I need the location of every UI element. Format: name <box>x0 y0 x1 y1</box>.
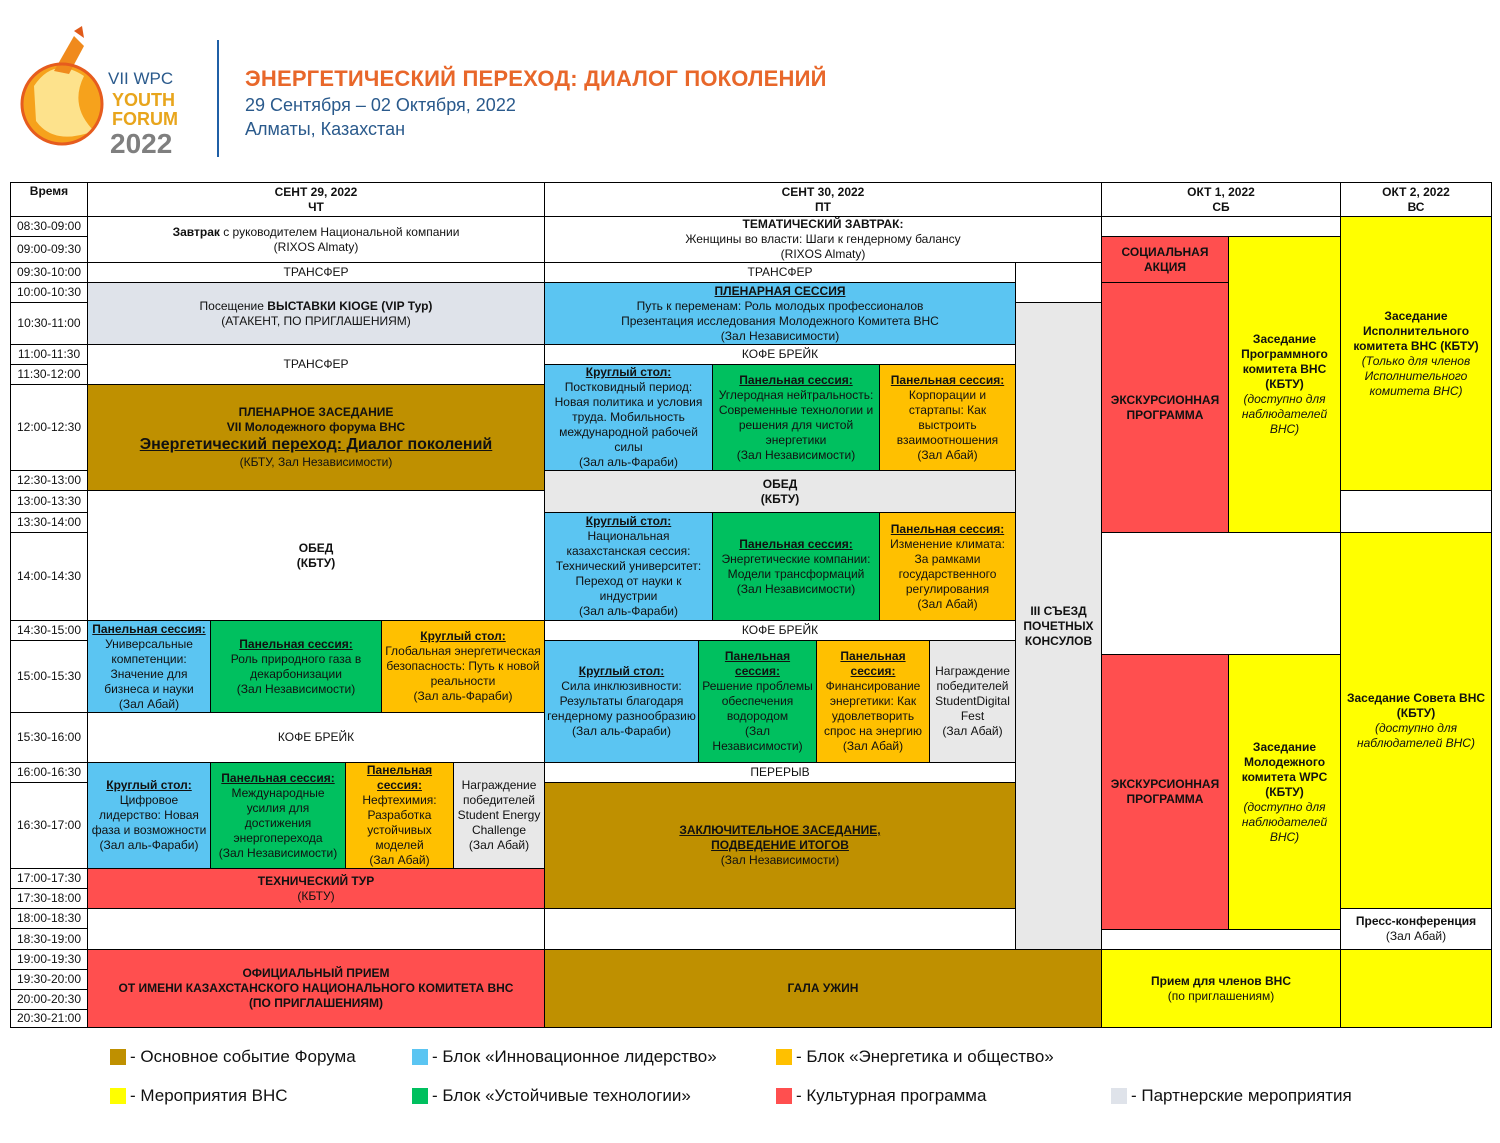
d2-break: ПЕРЕРЫВ <box>544 762 1016 783</box>
d1-coffee-break: КОФЕ БРЕЙК <box>87 712 545 763</box>
time-slot: 13:30-14:00 <box>10 512 88 533</box>
d2-consuls-congress: III СЪЕЗД ПОЧЕТНЫХ КОНСУЛОВ <box>1015 302 1102 950</box>
time-slot: 19:00-19:30 <box>10 949 88 970</box>
d2-empty-2 <box>544 908 1016 950</box>
event-place: Алматы, Казахстан <box>245 119 406 139</box>
d2-roundtable-inclusion: Круглый стол: Сила инклюзивности: Результаты благодаря гендерному разнообразию (Зал аль-Фараби) <box>544 640 699 763</box>
time-slot: 08:30-09:00 <box>10 216 88 237</box>
time-slot: 19:30-20:00 <box>10 969 88 990</box>
legend-swatch <box>110 1088 126 1104</box>
d3-excursion-1: ЭКСКУРСИОННАЯ ПРОГРАММА <box>1101 282 1229 533</box>
d2-panel-finance: Панельная сессия: Финансирование энергетики: Как удовлетворить спрос на энергию (Зал Абай) <box>816 640 930 763</box>
time-slot: 18:30-19:00 <box>10 928 88 950</box>
d1-transfer-2: ТРАНСФЕР <box>87 344 545 385</box>
time-slot: 09:00-09:30 <box>10 236 88 263</box>
time-slot: 18:00-18:30 <box>10 908 88 929</box>
d3-excursion-2: ЭКСКУРСИОННАЯ ПРОГРАММА <box>1101 654 1229 930</box>
d1-panel-natural-gas: Панельная сессия: Роль природного газа в декарбонизации (Зал Независимости) <box>210 620 382 713</box>
legend-swatch <box>776 1088 792 1104</box>
d4-evening <box>1340 949 1492 1028</box>
d2-panel-climate: Панельная сессия: Изменение климата: За рамками государственного регулирования (Зал Абай) <box>879 512 1016 621</box>
legend-energy-society: - Блок «Энергетика и общество» <box>776 1047 1054 1067</box>
time-slot: 17:00-17:30 <box>10 868 88 889</box>
d3-wpc-reception: Прием для членов ВНС (по приглашениям) <box>1101 949 1341 1028</box>
page-header <box>0 0 1500 175</box>
legend-main: - Основное событие Форума <box>110 1047 356 1067</box>
d2-panel-startups: Панельная сессия: Корпорации и стартапы: Как выстроить взаимоотношения (Зал Абай) <box>879 364 1016 471</box>
time-slot: 20:00-20:30 <box>10 989 88 1010</box>
d3-social-action: СОЦИАЛЬНАЯ АКЦИЯ <box>1101 236 1229 283</box>
time-slot: 14:00-14:30 <box>10 532 88 621</box>
d2-transfer: ТРАНСФЕР <box>544 262 1016 283</box>
d1-plenary-session: ПЛЕНАРНОЕ ЗАСЕДАНИЕ VII Молодежного форума ВНС Энергетический переход: Диалог поколений (КБТУ, Зал Независимости) <box>87 384 545 491</box>
time-slot: 16:00-16:30 <box>10 762 88 783</box>
event-dates: 29 Сентября – 02 Октября, 2022 <box>245 95 516 115</box>
d1-empty <box>87 908 545 950</box>
d3-empty-3 <box>1101 929 1341 950</box>
legend-swatch <box>412 1049 428 1065</box>
time-slot: 20:30-21:00 <box>10 1009 88 1028</box>
d2-coffee-break-2: КОФЕ БРЕЙК <box>544 620 1016 641</box>
d1-roundtable-digital: Круглый стол: Цифровое лидерство: Новая фаза и возможности (Зал аль-Фараби) <box>87 762 211 869</box>
legend-culture: - Культурная программа <box>776 1086 986 1106</box>
d1-roundtable-security: Круглый стол: Глобальная энергетическая безопасность: Путь к новой реальности (Зал аль-Фараби) <box>381 620 545 713</box>
time-slot: 11:30-12:00 <box>10 364 88 385</box>
d2-award: Награждение победителей StudentDigital Fest (Зал Абай) <box>929 640 1016 763</box>
logo-line1: VII WPC <box>108 69 174 88</box>
d2-roundtable-national: Круглый стол: Национальная казахстанская сессия: Технический университет: Переход от науки к индустрии (Зал аль-Фараби) <box>544 512 713 621</box>
d1-panel-competences: Панельная сессия: Универсальные компетенции: Значение для бизнеса и науки (Зал Абай) <box>87 620 211 713</box>
time-slot: 10:00-10:30 <box>10 282 88 303</box>
d2-lunch: ОБЕД (КБТУ) <box>544 470 1016 513</box>
time-slot: 16:30-17:00 <box>10 782 88 869</box>
time-slot: 17:30-18:00 <box>10 888 88 909</box>
d1-expo-visit: Посещение ВЫСТАВКИ KIOGE (VIP Тур) (АТАКЕНТ, ПО ПРИГЛАШЕНИЯМ) <box>87 282 545 345</box>
legend-swatch <box>110 1049 126 1065</box>
legend-wpc: - Мероприятия ВНС <box>110 1086 288 1106</box>
time-slot: 14:30-15:00 <box>10 620 88 641</box>
time-slot: 10:30-11:00 <box>10 302 88 345</box>
forum-logo <box>14 26 194 156</box>
time-slot: 13:00-13:30 <box>10 490 88 513</box>
d2-plenary-session: ПЛЕНАРНАЯ СЕССИЯ Путь к переменам: Роль молодых профессионалов Презентация исследования Молодежного Комитета ВНС (Зал Независимости) <box>544 282 1016 345</box>
d2-panel-hydrogen: Панельная сессия: Решение проблемы обеспечения водородом (Зал Независимости) <box>698 640 817 763</box>
d4-council-meeting: Заседание Совета ВНС (КБТУ) (доступно для наблюдателей ВНС) <box>1340 532 1492 909</box>
time-slot: 12:30-13:00 <box>10 470 88 491</box>
header-divider <box>217 40 219 157</box>
legend-swatch <box>412 1088 428 1104</box>
d2-panel-companies: Панельная сессия: Энергетические компании: Модели трансформаций (Зал Независимости) <box>712 512 880 621</box>
d2-thematic-breakfast: ТЕМАТИЧЕСКИЙ ЗАВТРАК: Женщины во власти: Шаги к гендерному балансу (RIXOS Almaty) <box>544 216 1102 263</box>
legend-innovation: - Блок «Инновационное лидерство» <box>412 1047 717 1067</box>
time-slot: 11:00-11:30 <box>10 344 88 365</box>
d4-executive-committee: Заседание Исполнительного комитета ВНС (КБТУ) (Только для членов Исполнительного комитета ВНС) <box>1340 216 1492 491</box>
d1-transfer-1: ТРАНСФЕР <box>87 262 545 283</box>
d1-panel-petrochem: Панельная сессия: Нефтехимия: Разработка устойчивых моделей (Зал Абай) <box>345 762 454 869</box>
d1-panel-international: Панельная сессия: Международные усилия для достижения энергоперехода (Зал Независимости) <box>210 762 346 869</box>
d2-closing-session: ЗАКЛЮЧИТЕЛЬНОЕ ЗАСЕДАНИЕ, ПОДВЕДЕНИЕ ИТОГОВ (Зал Независимости) <box>544 782 1016 909</box>
d2-panel-carbon: Панельная сессия: Углеродная нейтральность: Современные технологии и решения для чистой энергетики (Зал Независимости) <box>712 364 880 471</box>
d4-empty-1 <box>1340 490 1492 533</box>
day3-header: ОКТ 1, 2022 СБ <box>1101 182 1341 217</box>
time-slot: 09:30-10:00 <box>10 262 88 283</box>
time-slot: 12:00-12:30 <box>10 384 88 471</box>
d2-gala-dinner: ГАЛА УЖИН <box>544 949 1102 1028</box>
schedule-grid <box>10 182 1492 1028</box>
page-title: ЭНЕРГЕТИЧЕСКИЙ ПЕРЕХОД: ДИАЛОГ ПОКОЛЕНИЙ <box>245 66 827 91</box>
d1-technical-tour: ТЕХНИЧЕСКИЙ ТУР (КБТУ) <box>87 868 545 909</box>
d1-breakfast: Завтрак с руководителем Национальной компании (RIXOS Almaty) <box>87 216 545 263</box>
d2-roundtable-postcovid: Круглый стол: Постковидный период: Новая политика и условия труда. Мобильность международной рабочей силы (Зал аль-Фараби) <box>544 364 713 471</box>
logo-line3: FORUM <box>112 109 178 129</box>
time-slot: 15:00-15:30 <box>10 640 88 713</box>
day4-header: ОКТ 2, 2022 ВС <box>1340 182 1492 217</box>
logo-line4: 2022 <box>110 128 173 156</box>
d1-award: Награждение победителей Student Energy Challenge (Зал Абай) <box>453 762 545 869</box>
legend-swatch <box>1111 1088 1127 1104</box>
d1-official-reception: ОФИЦИАЛЬНЫЙ ПРИЕМ ОТ ИМЕНИ КАЗАХСТАНСКОГО НАЦИОНАЛЬНОГО КОМИТЕТА ВНС (ПО ПРИГЛАШЕНИЯМ) <box>87 949 545 1028</box>
time-slot: 15:30-16:00 <box>10 712 88 763</box>
time-header: Время <box>10 182 88 217</box>
day2-header: СЕНТ 30, 2022 ПТ <box>544 182 1102 217</box>
day1-header: СЕНТ 29, 2022 ЧТ <box>87 182 545 217</box>
legend-sustainable: - Блок «Устойчивые технологии» <box>412 1086 691 1106</box>
legend-partner: - Партнерские мероприятия <box>1111 1086 1352 1106</box>
d3-program-committee: Заседание Программного комитета ВНС (КБТУ) (доступно для наблюдателей ВНС) <box>1228 236 1341 533</box>
d2-empty-1 <box>1015 262 1102 303</box>
d1-lunch: ОБЕД (КБТУ) <box>87 490 545 621</box>
d3-empty-2 <box>1101 532 1341 655</box>
legend-swatch <box>776 1049 792 1065</box>
d3-youth-committee: Заседание Молодежного комитета WPC (КБТУ) (доступно для наблюдателей ВНС) <box>1228 654 1341 930</box>
d4-press-conference: Пресс-конференция (Зал Абай) <box>1340 908 1492 950</box>
d3-empty-1 <box>1101 216 1341 237</box>
logo-line2: YOUTH <box>112 90 175 110</box>
d2-coffee-break-1: КОФЕ БРЕЙК <box>544 344 1016 365</box>
